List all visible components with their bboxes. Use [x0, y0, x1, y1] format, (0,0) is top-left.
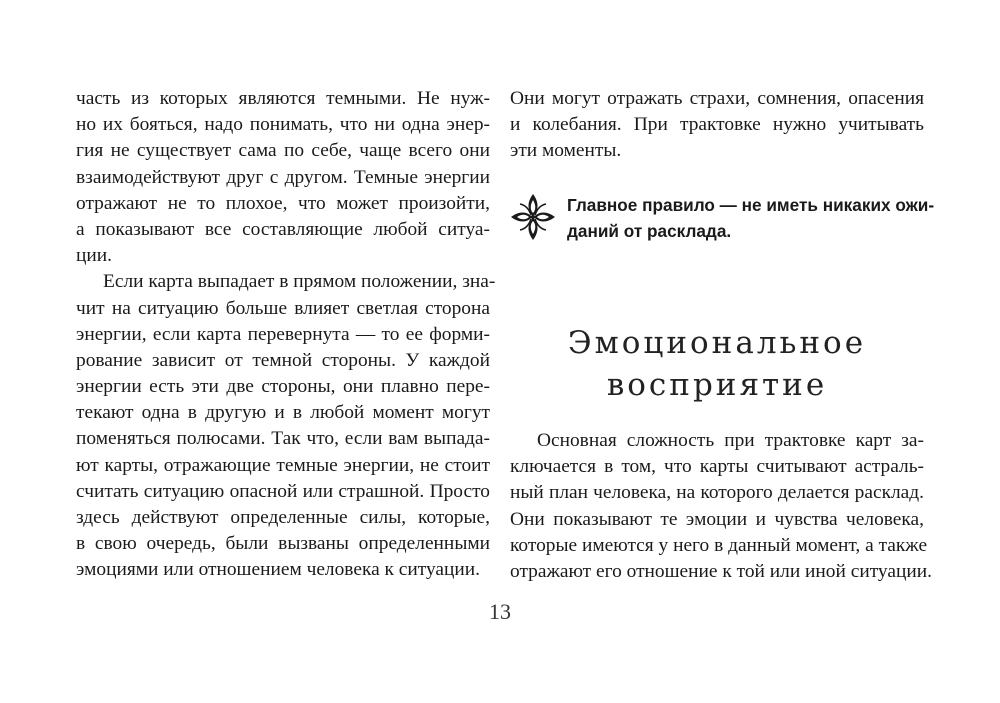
text-line: ции. — [76, 245, 112, 267]
right-column-top — [510, 86, 924, 165]
rule-line: даний от расклада. — [567, 221, 732, 242]
left-column — [76, 86, 496, 584]
text-line: а показывают все составляющие любой ситуа- — [76, 218, 490, 240]
text-line: в свою очередь, были вызваны определенными — [76, 533, 490, 555]
text-line: но их бояться, надо понимать, что ни одна энер- — [76, 114, 490, 136]
text-line: гия не существует сама по себе, чаще всего они — [76, 140, 490, 162]
section-heading — [510, 322, 924, 406]
right-paragraph-2 — [510, 428, 932, 585]
text-line: рование зависит от темной стороны. У каждой — [76, 349, 490, 371]
text-line: Они могут отражать страхи, сомнения, опасения — [510, 88, 924, 109]
rule-line: Главное правило — не иметь никаких ожи- — [567, 195, 935, 215]
left-paragraph-1 — [76, 86, 490, 269]
rule-text — [567, 192, 935, 244]
text-line: часть из которых являются темными. Не нуж- — [76, 88, 490, 109]
text-line: Они показывают те эмоции и чувства человека, — [510, 508, 924, 530]
right-column-bottom — [510, 428, 932, 585]
text-line: энергии, если карта перевернута — то ее форми- — [76, 323, 490, 345]
text-line: ключается в том, что карты считывают астраль- — [510, 456, 924, 478]
text-line: поменяться полюсами. Так что, если вам выпада- — [76, 428, 490, 450]
text-line: здесь действуют определенные силы, которые, — [76, 507, 490, 528]
heading-line-1: Эмоциональное — [567, 325, 867, 361]
text-line: и колебания. При трактовке нужно учитывать — [510, 114, 924, 136]
text-line: взаимодействуют друг с другом. Темные энергии — [76, 166, 490, 188]
text-line: Основная сложность при трактовке карт за- — [537, 430, 924, 451]
text-line: эти моменты. — [510, 140, 622, 162]
text-line: чит на ситуацию больше влияет светлая сторона — [76, 297, 490, 319]
text-line: отражают не то плохое, что может произойти, — [76, 192, 490, 214]
text-line: ный план человека, на которого делается расклад. — [510, 482, 924, 504]
text-line: отражают его отношение к той или иной ситуации. — [510, 560, 932, 582]
text-line: эмоциями или отношением человека к ситуации. — [76, 559, 481, 581]
text-line: Если карта выпадает в прямом положении, зна- — [103, 271, 496, 293]
text-line: ют карты, отражающие темные энергии, не стоит — [76, 454, 490, 476]
main-rule-callout — [510, 190, 935, 250]
text-line: которые имеются у него в данный момент, а также — [510, 534, 928, 556]
heading-line-2: восприятие — [606, 367, 828, 403]
left-paragraph-2 — [76, 269, 496, 583]
right-paragraph-1 — [510, 86, 924, 165]
text-line: текают одна в другую и в любой момент могут — [76, 402, 490, 424]
page-number: 13 — [489, 599, 511, 624]
text-line: считать ситуацию опасной или страшной. Просто — [76, 480, 490, 502]
lotus-ornament-icon — [510, 192, 556, 242]
text-line: энергии есть эти две стороны, они плавно пере- — [76, 376, 490, 398]
